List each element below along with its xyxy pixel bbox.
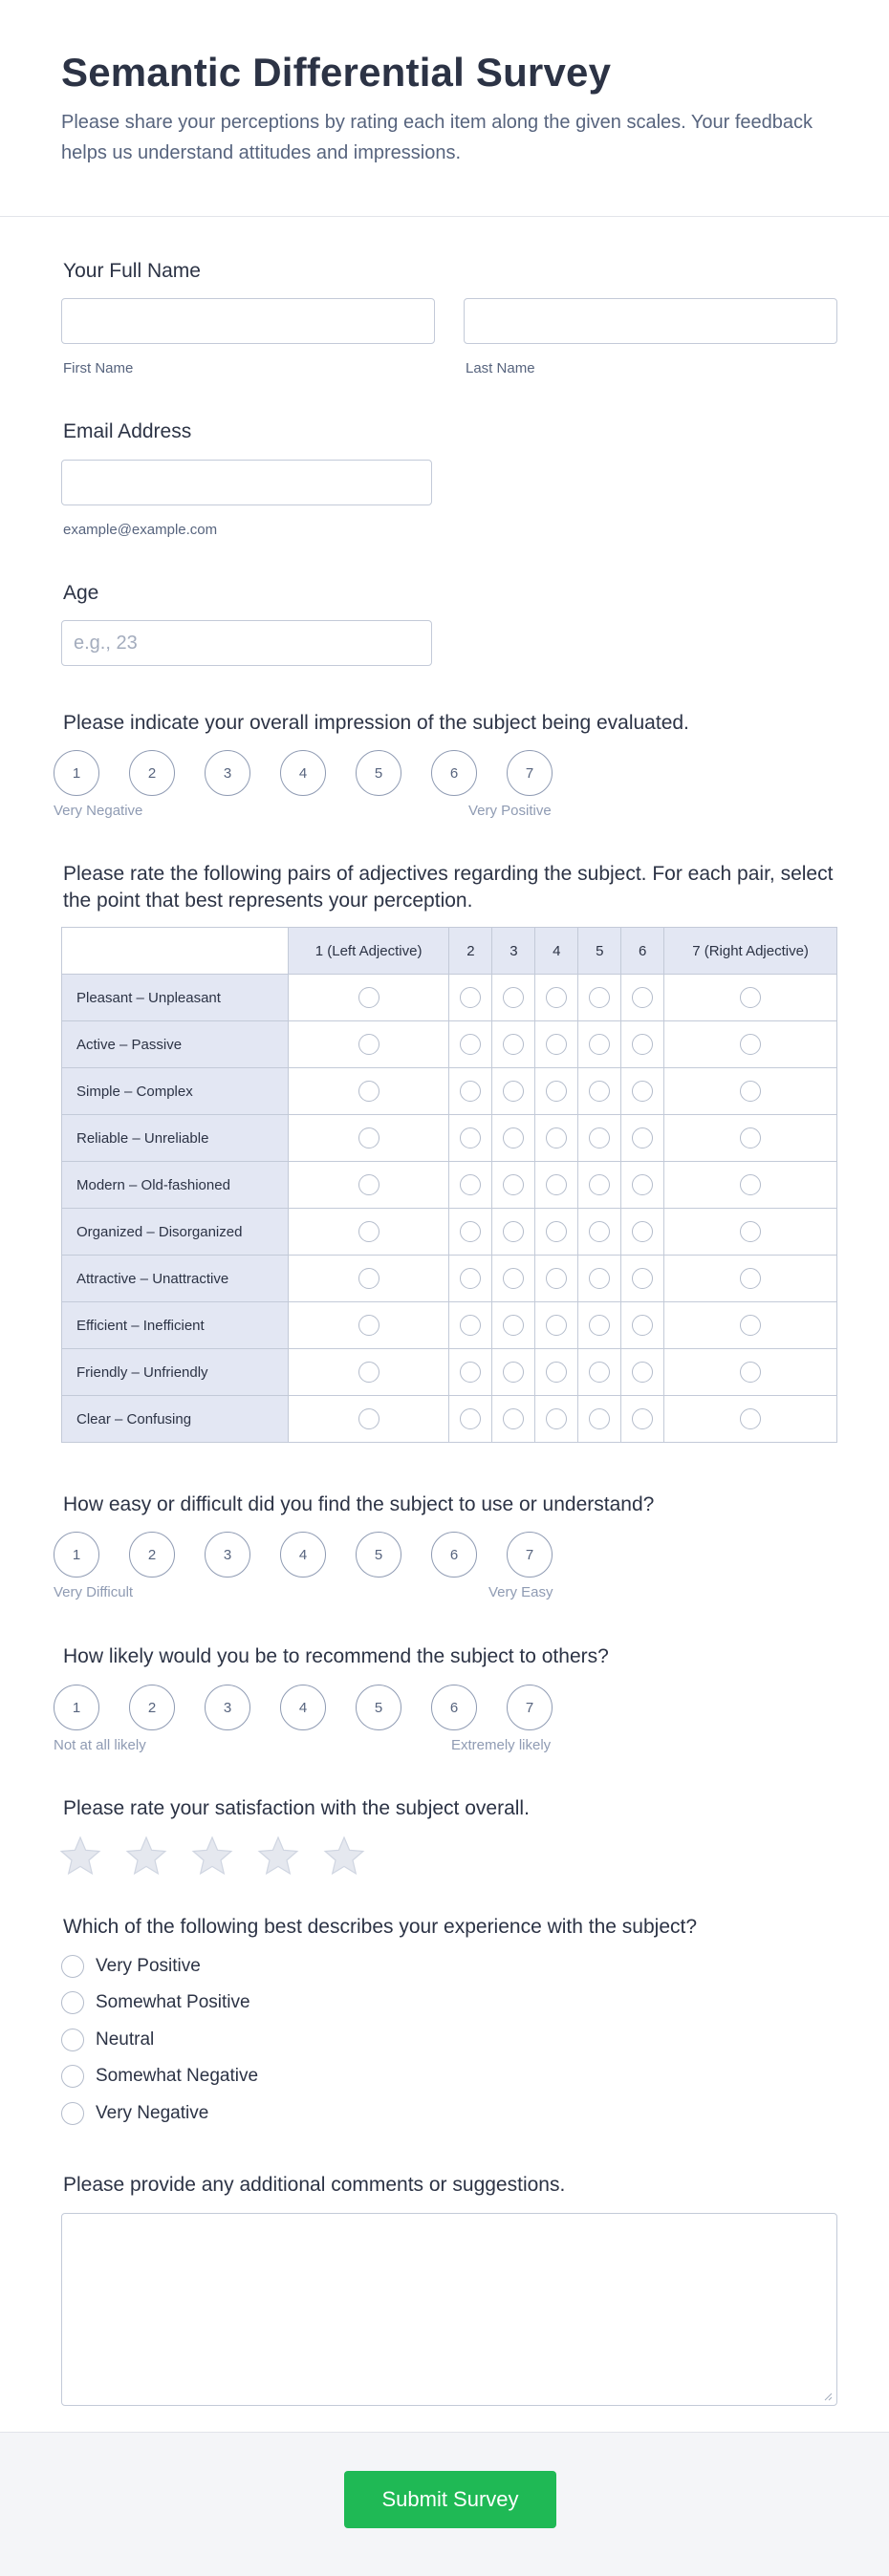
matrix-radio[interactable] — [589, 1315, 610, 1336]
matrix-radio[interactable] — [546, 1268, 567, 1289]
matrix-radio[interactable] — [358, 1081, 379, 1102]
matrix-radio[interactable] — [589, 1221, 610, 1242]
matrix-cell[interactable] — [664, 975, 837, 1021]
matrix-radio[interactable] — [740, 987, 761, 1008]
matrix-radio[interactable] — [546, 1081, 567, 1102]
matrix-cell[interactable] — [578, 1162, 621, 1209]
matrix-radio[interactable] — [740, 1221, 761, 1242]
matrix-radio[interactable] — [358, 1268, 379, 1289]
matrix-cell[interactable] — [621, 975, 664, 1021]
matrix-row — [62, 1021, 837, 1068]
matrix-row-label: Reliable – Unreliable — [62, 1115, 289, 1162]
impression-option[interactable]: 3 — [205, 750, 250, 796]
matrix-radio[interactable] — [546, 1315, 567, 1336]
email-sublabel: example@example.com — [63, 522, 218, 538]
ease-option[interactable]: 5 — [356, 1532, 401, 1578]
matrix-cell[interactable] — [288, 1349, 449, 1396]
matrix-cell[interactable] — [578, 1396, 621, 1443]
star-icon[interactable] — [191, 1835, 233, 1877]
experience-option[interactable] — [61, 2026, 154, 2054]
matrix-row — [62, 1349, 837, 1396]
recommend-option[interactable]: 4 — [280, 1685, 326, 1730]
matrix-radio[interactable] — [460, 1221, 481, 1242]
matrix-radio[interactable] — [503, 1127, 524, 1148]
first-name-sublabel: First Name — [63, 360, 134, 376]
matrix-radio[interactable] — [632, 1127, 653, 1148]
full-name-label: Your Full Name — [63, 260, 201, 282]
recommend-scale — [54, 1685, 570, 1732]
matrix-cell[interactable] — [578, 1021, 621, 1068]
matrix-cell[interactable] — [535, 1396, 578, 1443]
matrix-radio[interactable] — [546, 1408, 567, 1429]
impression-scale — [54, 750, 570, 798]
matrix-cell[interactable] — [578, 1115, 621, 1162]
matrix-radio[interactable] — [460, 1408, 481, 1429]
matrix-cell[interactable] — [578, 1302, 621, 1349]
matrix-cell[interactable] — [492, 1349, 535, 1396]
matrix-cell[interactable] — [664, 1021, 837, 1068]
impression-option[interactable]: 7 — [507, 750, 553, 796]
recommend-option[interactable]: 6 — [431, 1685, 477, 1730]
matrix-radio[interactable] — [589, 987, 610, 1008]
matrix-cell[interactable] — [535, 1068, 578, 1115]
matrix-radio[interactable] — [460, 1362, 481, 1383]
ease-scale — [54, 1532, 570, 1579]
matrix-cell[interactable] — [578, 1349, 621, 1396]
matrix-radio[interactable] — [460, 1081, 481, 1102]
satisfaction-question: Please rate your satisfaction with the subject overall. — [63, 1797, 530, 1819]
recommend-question: How likely would you be to recommend the subject to others? — [63, 1645, 609, 1667]
page-description: Please share your perceptions by rating each item along the given scales. Your feedback helps us understand attitudes and impressions. — [61, 112, 813, 163]
matrix-radio[interactable] — [546, 1174, 567, 1195]
matrix-radio[interactable] — [589, 1174, 610, 1195]
star-icon[interactable] — [323, 1835, 365, 1877]
matrix-cell[interactable] — [621, 1068, 664, 1115]
matrix-radio[interactable] — [358, 1315, 379, 1336]
matrix-radio[interactable] — [589, 1362, 610, 1383]
matrix-cell[interactable] — [578, 1209, 621, 1256]
matrix-radio[interactable] — [460, 1174, 481, 1195]
matrix-radio[interactable] — [740, 1315, 761, 1336]
matrix-header-row — [62, 928, 837, 975]
matrix-cell[interactable] — [492, 1209, 535, 1256]
resize-handle-icon[interactable] — [823, 2392, 833, 2401]
recommend-option[interactable]: 3 — [205, 1685, 250, 1730]
matrix-cell[interactable] — [449, 975, 492, 1021]
matrix-radio[interactable] — [589, 1081, 610, 1102]
star-icon[interactable] — [257, 1835, 299, 1877]
star-rating — [59, 1835, 384, 1877]
matrix-cell[interactable] — [578, 1256, 621, 1302]
matrix-radio[interactable] — [632, 987, 653, 1008]
matrix-cell[interactable] — [664, 1209, 837, 1256]
matrix-cell[interactable] — [578, 1068, 621, 1115]
matrix-cell[interactable] — [535, 975, 578, 1021]
matrix-row — [62, 1162, 837, 1209]
impression-option[interactable]: 6 — [431, 750, 477, 796]
impression-max-label: Very Positive — [468, 803, 552, 819]
matrix-row — [62, 1115, 837, 1162]
matrix-radio[interactable] — [460, 1127, 481, 1148]
matrix-cell[interactable] — [288, 1162, 449, 1209]
matrix-cell[interactable] — [621, 1396, 664, 1443]
matrix-row — [62, 1396, 837, 1443]
matrix-cell[interactable] — [621, 1115, 664, 1162]
matrix-row — [62, 1302, 837, 1349]
age-input[interactable] — [61, 620, 432, 666]
matrix-row-label: Pleasant – Unpleasant — [62, 975, 289, 1021]
matrix-row-label: Friendly – Unfriendly — [62, 1349, 289, 1396]
matrix-cell[interactable] — [288, 1115, 449, 1162]
matrix-cell[interactable] — [664, 1256, 837, 1302]
recommend-option[interactable]: 1 — [54, 1685, 99, 1730]
star-icon[interactable] — [59, 1835, 101, 1877]
matrix-radio[interactable] — [632, 1408, 653, 1429]
matrix-radio[interactable] — [460, 1034, 481, 1055]
matrix-cell[interactable] — [492, 1068, 535, 1115]
matrix-column-header: 1 (Left Adjective) — [288, 928, 449, 975]
matrix-column-header: 2 — [449, 928, 492, 975]
matrix-cell[interactable] — [535, 1115, 578, 1162]
matrix-cell[interactable] — [664, 1349, 837, 1396]
radio-button[interactable] — [61, 1991, 84, 2014]
matrix-row-label: Modern – Old-fashioned — [62, 1162, 289, 1209]
form-footer — [0, 2432, 889, 2576]
matrix-radio[interactable] — [460, 1315, 481, 1336]
comments-question: Please provide any additional comments or suggestions. — [63, 2174, 566, 2196]
experience-option-label: Neutral — [96, 2029, 155, 2050]
matrix-row-label: Efficient – Inefficient — [62, 1302, 289, 1349]
matrix-column-header: 4 — [535, 928, 578, 975]
ease-option[interactable]: 7 — [507, 1532, 553, 1578]
matrix-cell[interactable] — [492, 1256, 535, 1302]
matrix-radio[interactable] — [358, 1174, 379, 1195]
matrix-cell[interactable] — [449, 1256, 492, 1302]
recommend-min-label: Not at all likely — [54, 1737, 146, 1753]
matrix-radio[interactable] — [740, 1081, 761, 1102]
matrix-cell[interactable] — [288, 1396, 449, 1443]
ease-option[interactable]: 1 — [54, 1532, 99, 1578]
experience-option[interactable] — [61, 2099, 208, 2128]
matrix-cell[interactable] — [492, 1302, 535, 1349]
recommend-option[interactable]: 7 — [507, 1685, 553, 1730]
matrix-radio[interactable] — [503, 1408, 524, 1429]
matrix-column-header: 6 — [621, 928, 664, 975]
age-label: Age — [63, 582, 99, 604]
matrix-radio[interactable] — [503, 1362, 524, 1383]
matrix-radio[interactable] — [740, 1174, 761, 1195]
experience-option-label: Somewhat Positive — [96, 1992, 250, 2012]
matrix-cell[interactable] — [621, 1162, 664, 1209]
email-label: Email Address — [63, 420, 192, 442]
matrix-cell[interactable] — [621, 1302, 664, 1349]
matrix-radio[interactable] — [546, 1362, 567, 1383]
matrix-radio[interactable] — [632, 1034, 653, 1055]
matrix-cell[interactable] — [621, 1209, 664, 1256]
matrix-cell[interactable] — [492, 1162, 535, 1209]
matrix-cell[interactable] — [664, 1162, 837, 1209]
ease-question: How easy or difficult did you find the subject to use or understand? — [63, 1493, 655, 1515]
impression-option[interactable]: 5 — [356, 750, 401, 796]
matrix-radio[interactable] — [460, 1268, 481, 1289]
matrix-cell[interactable] — [535, 1256, 578, 1302]
matrix-column-header: 3 — [492, 928, 535, 975]
matrix-cell[interactable] — [288, 1256, 449, 1302]
matrix-radio[interactable] — [740, 1408, 761, 1429]
matrix-cell[interactable] — [449, 1068, 492, 1115]
radio-button[interactable] — [61, 2029, 84, 2051]
ease-option[interactable]: 2 — [129, 1532, 175, 1578]
matrix-cell[interactable] — [621, 1256, 664, 1302]
matrix-cell[interactable] — [664, 1396, 837, 1443]
matrix-cell[interactable] — [492, 975, 535, 1021]
experience-option[interactable] — [61, 2062, 258, 2091]
experience-option[interactable] — [61, 1988, 250, 2017]
matrix-radio[interactable] — [503, 1081, 524, 1102]
matrix-cell[interactable] — [449, 1209, 492, 1256]
matrix-radio[interactable] — [358, 1221, 379, 1242]
email-input[interactable] — [61, 460, 432, 505]
ease-option[interactable]: 3 — [205, 1532, 250, 1578]
matrix-radio[interactable] — [503, 1034, 524, 1055]
matrix-cell[interactable] — [492, 1021, 535, 1068]
matrix-row — [62, 975, 837, 1021]
page-title: Semantic Differential Survey — [61, 50, 612, 95]
matrix-radio[interactable] — [358, 1362, 379, 1383]
last-name-sublabel: Last Name — [466, 360, 535, 376]
matrix-cell[interactable] — [664, 1068, 837, 1115]
impression-min-label: Very Negative — [54, 803, 143, 819]
ease-max-label: Very Easy — [488, 1584, 553, 1600]
matrix-cell[interactable] — [288, 1209, 449, 1256]
matrix-radio[interactable] — [503, 1268, 524, 1289]
matrix-cell[interactable] — [535, 1302, 578, 1349]
matrix-cell[interactable] — [621, 1349, 664, 1396]
matrix-radio[interactable] — [632, 1221, 653, 1242]
matrix-cell[interactable] — [288, 1021, 449, 1068]
matrix-radio[interactable] — [589, 1408, 610, 1429]
matrix-cell[interactable] — [288, 975, 449, 1021]
matrix-cell[interactable] — [449, 1021, 492, 1068]
matrix-radio[interactable] — [546, 1127, 567, 1148]
radio-button[interactable] — [61, 2065, 84, 2088]
matrix-radio[interactable] — [358, 987, 379, 1008]
matrix-row-label: Organized – Disorganized — [62, 1209, 289, 1256]
impression-question: Please indicate your overall impression of the subject being evaluated. — [63, 712, 689, 734]
matrix-row — [62, 1209, 837, 1256]
first-name-input[interactable] — [61, 298, 435, 344]
impression-option[interactable]: 4 — [280, 750, 326, 796]
matrix-corner — [62, 928, 289, 975]
radio-button[interactable] — [61, 2102, 84, 2125]
ease-min-label: Very Difficult — [54, 1584, 134, 1600]
experience-option[interactable] — [61, 1952, 201, 1981]
matrix-cell[interactable] — [535, 1209, 578, 1256]
matrix-radio[interactable] — [503, 1315, 524, 1336]
matrix-radio[interactable] — [358, 1408, 379, 1429]
experience-option-label: Somewhat Negative — [96, 2066, 259, 2086]
matrix-cell[interactable] — [449, 1162, 492, 1209]
matrix-radio[interactable] — [632, 1268, 653, 1289]
matrix-radio[interactable] — [546, 1221, 567, 1242]
matrix-radio[interactable] — [460, 987, 481, 1008]
matrix-row — [62, 1256, 837, 1302]
experience-question: Which of the following best describes your experience with the subject? — [63, 1916, 698, 1938]
matrix-cell[interactable] — [621, 1021, 664, 1068]
matrix-radio[interactable] — [740, 1034, 761, 1055]
matrix-radio[interactable] — [632, 1362, 653, 1383]
matrix-column-header: 7 (Right Adjective) — [664, 928, 837, 975]
form-header — [0, 0, 889, 217]
submit-button[interactable]: Submit Survey — [344, 2471, 556, 2528]
matrix-row-label: Attractive – Unattractive — [62, 1256, 289, 1302]
matrix-radio[interactable] — [358, 1127, 379, 1148]
ease-option[interactable]: 4 — [280, 1532, 326, 1578]
matrix-cell[interactable] — [535, 1349, 578, 1396]
matrix-cell[interactable] — [535, 1162, 578, 1209]
matrix-radio[interactable] — [546, 987, 567, 1008]
adjective-matrix — [61, 927, 837, 1443]
matrix-cell[interactable] — [664, 1302, 837, 1349]
matrix-cell[interactable] — [449, 1396, 492, 1443]
matrix-radio[interactable] — [632, 1315, 653, 1336]
impression-option[interactable]: 1 — [54, 750, 99, 796]
matrix-cell[interactable] — [492, 1115, 535, 1162]
comments-textarea[interactable] — [61, 2213, 837, 2406]
matrix-radio[interactable] — [503, 987, 524, 1008]
matrix-radio[interactable] — [632, 1081, 653, 1102]
recommend-option[interactable]: 5 — [356, 1685, 401, 1730]
matrix-cell[interactable] — [449, 1349, 492, 1396]
impression-option[interactable]: 2 — [129, 750, 175, 796]
matrix-cell[interactable] — [535, 1021, 578, 1068]
last-name-input[interactable] — [464, 298, 837, 344]
matrix-cell[interactable] — [288, 1068, 449, 1115]
matrix-cell[interactable] — [492, 1396, 535, 1443]
matrix-cell[interactable] — [288, 1302, 449, 1349]
matrix-radio[interactable] — [503, 1221, 524, 1242]
matrix-row-label: Active – Passive — [62, 1021, 289, 1068]
matrix-radio[interactable] — [589, 1034, 610, 1055]
matrix-radio[interactable] — [503, 1174, 524, 1195]
matrix-cell[interactable] — [664, 1115, 837, 1162]
matrix-radio[interactable] — [740, 1362, 761, 1383]
matrix-radio[interactable] — [740, 1127, 761, 1148]
recommend-option[interactable]: 2 — [129, 1685, 175, 1730]
matrix-radio[interactable] — [589, 1268, 610, 1289]
recommend-max-label: Extremely likely — [451, 1737, 552, 1753]
star-icon[interactable] — [125, 1835, 167, 1877]
matrix-radio[interactable] — [632, 1174, 653, 1195]
experience-option-label: Very Negative — [96, 2103, 209, 2123]
matrix-row-label: Simple – Complex — [62, 1068, 289, 1115]
matrix-radio[interactable] — [589, 1127, 610, 1148]
matrix-radio[interactable] — [740, 1268, 761, 1289]
experience-option-label: Very Positive — [96, 1956, 201, 1976]
matrix-cell[interactable] — [578, 975, 621, 1021]
matrix-row-label: Clear – Confusing — [62, 1396, 289, 1443]
matrix-radio[interactable] — [358, 1034, 379, 1055]
matrix-column-header: 5 — [578, 928, 621, 975]
matrix-row — [62, 1068, 837, 1115]
ease-option[interactable]: 6 — [431, 1532, 477, 1578]
radio-button[interactable] — [61, 1955, 84, 1978]
matrix-radio[interactable] — [546, 1034, 567, 1055]
matrix-cell[interactable] — [449, 1115, 492, 1162]
matrix-question: Please rate the following pairs of adjectives regarding the subject. For each pair, select the point that best represents your perception. — [63, 863, 834, 912]
matrix-cell[interactable] — [449, 1302, 492, 1349]
